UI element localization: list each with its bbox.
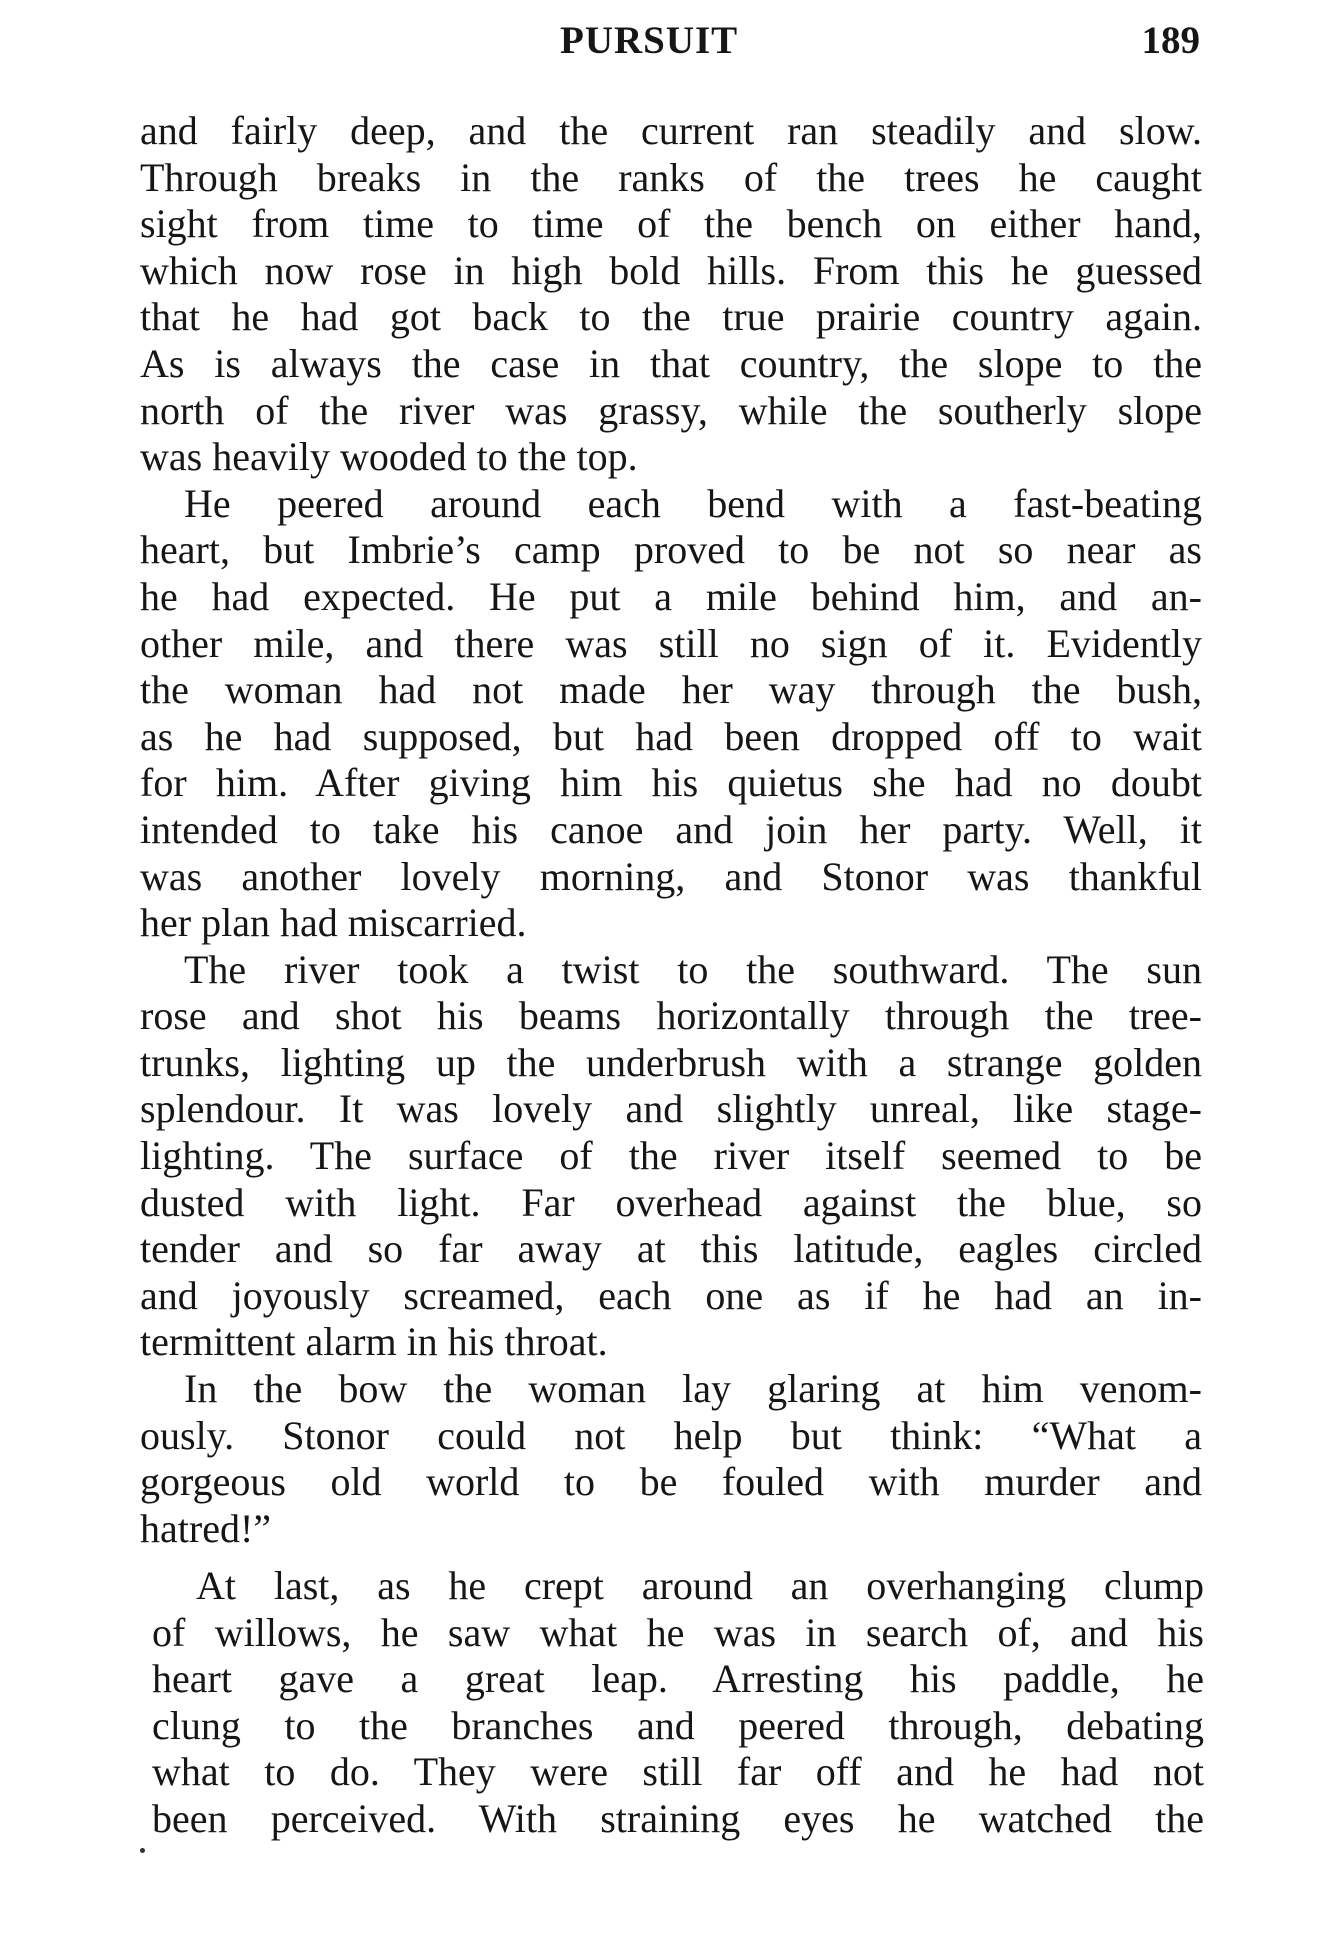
text-line: lighting. The surface of the river itself seemed to be <box>140 1133 1202 1179</box>
text-line: he had expected. He put a mile behind him, and an- <box>140 573 1202 619</box>
text-line: dusted with light. Far overhead against the blue, so <box>140 1179 1202 1225</box>
ink-speck <box>140 1848 145 1853</box>
text-line: her plan had miscarried. <box>140 900 527 946</box>
text-line: As is always the case in that country, the slope to the <box>140 340 1202 386</box>
paragraph-start-line: He peered around each bend with a fast-beating <box>184 480 1202 526</box>
text-line: rose and shot his beams horizontally through the tree- <box>140 993 1202 1039</box>
text-line: gorgeous old world to be fouled with murder and <box>140 1459 1202 1505</box>
text-line: was another lovely morning, and Stonor was thankful <box>140 853 1202 899</box>
text-line: what to do. They were still far off and he had not <box>152 1749 1204 1795</box>
text-line: and fairly deep, and the current ran steadily and slow. <box>140 108 1202 153</box>
text-line: other mile, and there was still no sign of it. Evidently <box>140 620 1202 666</box>
text-line: trunks, lighting up the underbrush with a strange golden <box>140 1039 1202 1085</box>
paragraph-start-line: The river took a twist to the southward. The sun <box>184 946 1202 992</box>
text-line: north of the river was grassy, while the southerly slope <box>140 387 1202 433</box>
text-line: for him. After giving him his quietus she had no doubt <box>140 760 1202 806</box>
text-line: the woman had not made her way through the bush, <box>140 667 1202 713</box>
body-text-bottom <box>152 1563 1204 1843</box>
text-line: and joyously screamed, each one as if he had an in- <box>140 1272 1202 1318</box>
text-line: ously. Stonor could not help but think: “What a <box>140 1412 1202 1458</box>
text-line: termittent alarm in his throat. <box>140 1319 608 1365</box>
text-line: intended to take his canoe and join her party. Well, it <box>140 806 1202 852</box>
text-line: sight from time to time of the bench on either hand, <box>140 201 1202 247</box>
text-line: that he had got back to the true prairie country again. <box>140 294 1202 340</box>
page-number: 189 <box>1141 19 1200 62</box>
text-line: heart, but Imbrie’s camp proved to be not so near as <box>140 527 1202 573</box>
text-line: been perceived. With straining eyes he watched the <box>152 1795 1204 1841</box>
text-line: tender and so far away at this latitude, eagles circled <box>140 1226 1202 1272</box>
body-text <box>140 108 1202 1552</box>
running-header <box>140 18 1200 78</box>
text-line: hatred!” <box>140 1505 272 1551</box>
text-line: as he had supposed, but had been dropped off to wait <box>140 713 1202 759</box>
chapter-title: PURSUIT <box>560 19 739 62</box>
text-line: of willows, he saw what he was in search of, and his <box>152 1609 1204 1655</box>
text-line: was heavily wooded to the top. <box>140 434 638 480</box>
text-line: splendour. It was lovely and slightly unreal, like stage- <box>140 1086 1202 1132</box>
paragraph-start-line: In the bow the woman lay glaring at him venom- <box>184 1366 1202 1412</box>
text-line: clung to the branches and peered through, debating <box>152 1702 1204 1748</box>
text-line: heart gave a great leap. Arresting his paddle, he <box>152 1656 1204 1702</box>
text-line: which now rose in high bold hills. From this he guessed <box>140 247 1202 293</box>
text-line: Through breaks in the ranks of the trees he caught <box>140 154 1202 200</box>
paragraph-start-line: At last, as he crept around an overhanging clump <box>196 1563 1204 1608</box>
